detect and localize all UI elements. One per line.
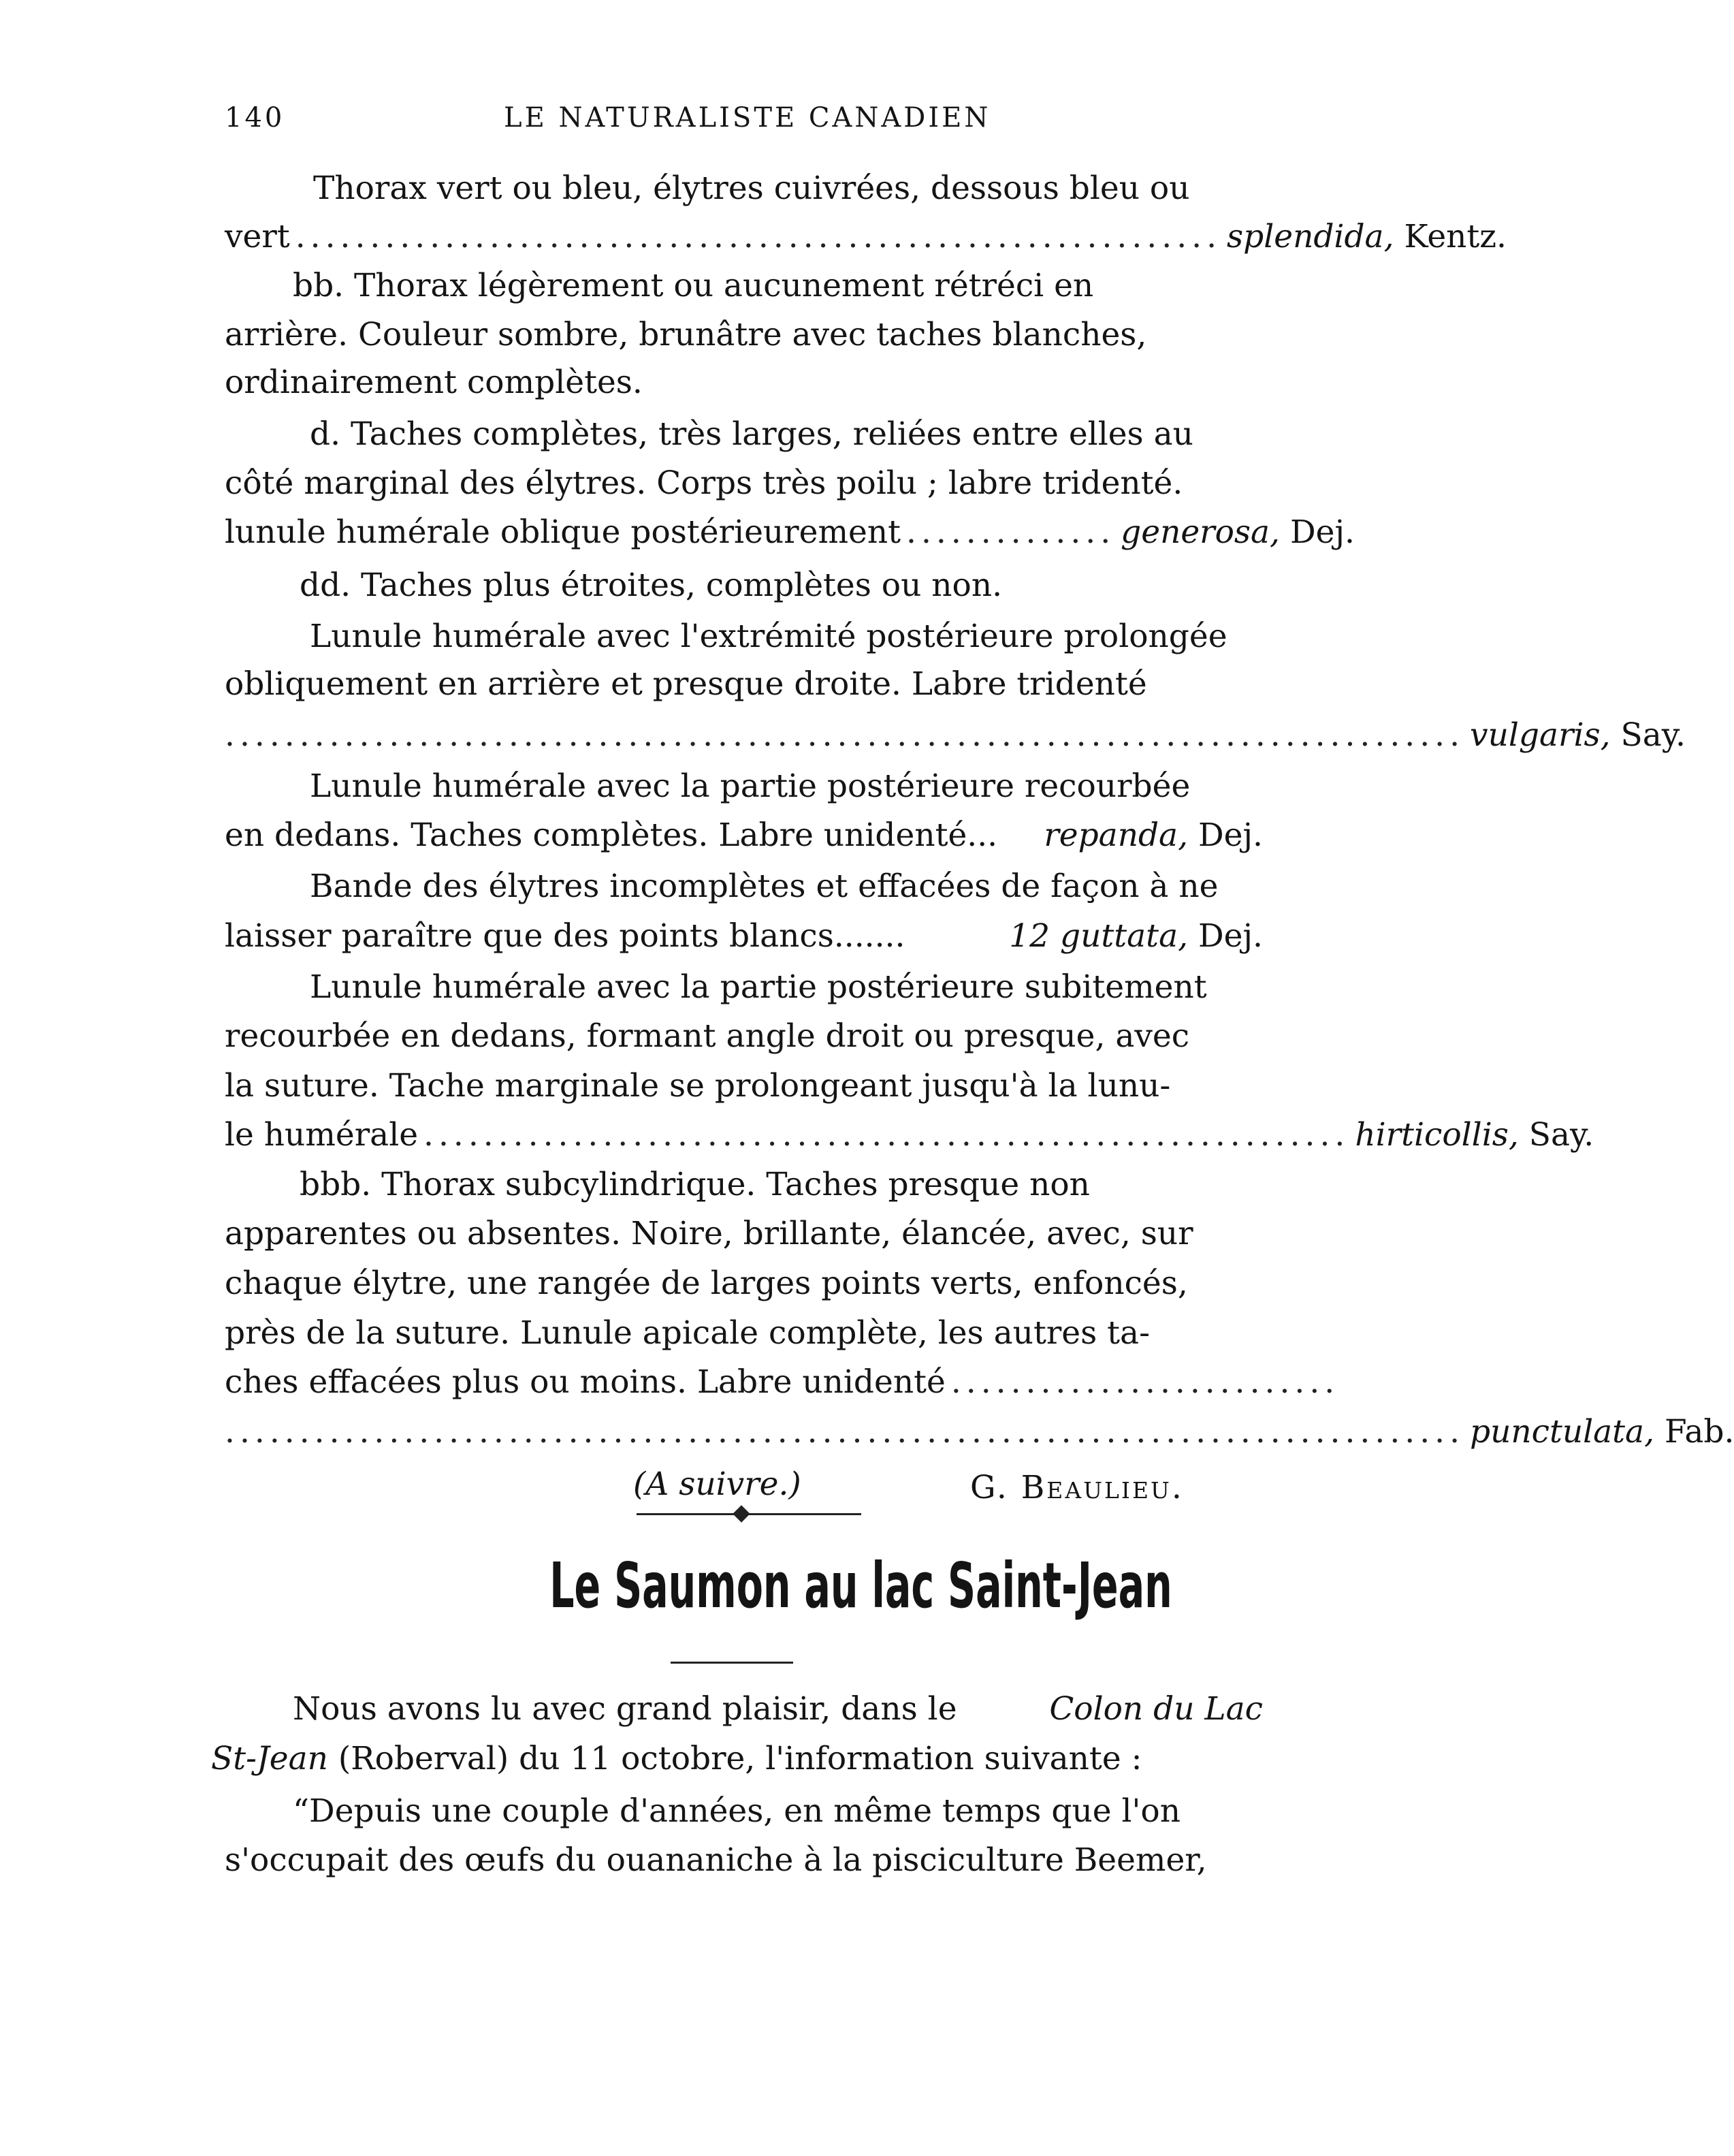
text: d. Taches complètes, très larges, reliées entre elles au bbox=[310, 415, 1193, 453]
text-line bbox=[293, 266, 1263, 308]
title-rule bbox=[671, 1662, 793, 1664]
text: chaque élytre, une rangée de larges points verts, enfoncés, bbox=[225, 1265, 1188, 1302]
running-title: LE NATURALISTE CANADIEN bbox=[504, 102, 991, 133]
text-line bbox=[310, 766, 1263, 808]
text: apparentes ou absentes. Noire, brillante, élancée, avec, sur bbox=[225, 1215, 1193, 1252]
text: obliquement en arrière et presque droite. Labre tridenté bbox=[225, 665, 1147, 703]
text: (Roberval) du 11 octobre, l'information suivante : bbox=[338, 1740, 1142, 1777]
text: Bande des élytres incomplètes et effacées de façon à ne bbox=[310, 868, 1219, 905]
key-line-splendida bbox=[225, 217, 1507, 259]
leader-dots: ................................................................................... bbox=[225, 1413, 1465, 1450]
ornament-diamond bbox=[733, 1505, 750, 1522]
newspaper-name: St-Jean bbox=[211, 1740, 328, 1777]
text: dd. Taches plus étroites, complètes ou non. bbox=[300, 567, 1003, 604]
key-line-repanda bbox=[225, 815, 1263, 857]
text-line bbox=[225, 1016, 1263, 1058]
text-line bbox=[310, 414, 1263, 456]
text: côté marginal des élytres. Corps très poilu ; labre tridenté. bbox=[225, 464, 1183, 502]
article-line bbox=[225, 1840, 1263, 1882]
leader-dots: ................................................................................... bbox=[225, 716, 1465, 754]
key-line-punctulata-b bbox=[225, 1412, 1734, 1454]
text: bbb. Thorax subcylindrique. Taches presque non bbox=[300, 1166, 1090, 1203]
text: bb. Thorax légèrement ou aucunement rétréci en bbox=[293, 267, 1094, 304]
article-line bbox=[293, 1791, 1263, 1833]
text: s'occupait des œufs du ouananiche à la pisciculture Beemer, bbox=[225, 1841, 1207, 1879]
text-line bbox=[225, 463, 1263, 505]
key-line-punctulata-a bbox=[225, 1362, 1340, 1404]
author: Dej. bbox=[1289, 513, 1355, 551]
leader-dots: .......................... bbox=[950, 1363, 1340, 1401]
article-line bbox=[211, 1739, 1142, 1781]
author: Dej. bbox=[1198, 817, 1263, 854]
text: “Depuis une couple d'années, en même temps que l'on bbox=[293, 1792, 1181, 1830]
text-line bbox=[313, 168, 1263, 210]
species-name: generosa, bbox=[1121, 513, 1281, 551]
text: vert bbox=[225, 218, 290, 255]
species-name: splendida, bbox=[1227, 218, 1394, 255]
page-number: 140 bbox=[225, 102, 285, 133]
text: laisser paraître que des points blancs....... bbox=[225, 917, 905, 955]
text-line bbox=[225, 664, 1263, 706]
text-line bbox=[310, 616, 1263, 659]
leader-dots: .............. bbox=[906, 513, 1116, 551]
text-line bbox=[225, 1214, 1263, 1256]
text-line bbox=[225, 1066, 1263, 1108]
text: la suture. Tache marginale se prolongeant jusqu'à la lunu- bbox=[225, 1067, 1171, 1105]
species-name: 12 guttata, bbox=[1009, 917, 1189, 955]
text-line bbox=[225, 1263, 1263, 1305]
author: Say. bbox=[1528, 1116, 1594, 1154]
key-line-generosa bbox=[225, 512, 1355, 554]
a-suivre bbox=[633, 1464, 801, 1506]
text: en dedans. Taches complètes. Labre unidenté... bbox=[225, 817, 998, 854]
leader-dots: .............................................................. bbox=[295, 218, 1222, 255]
text-line bbox=[225, 362, 643, 405]
author: Say. bbox=[1620, 716, 1686, 754]
text: G. Beaulieu. bbox=[970, 1469, 1184, 1506]
text-line bbox=[225, 315, 1263, 357]
text: près de la suture. Lunule apicale complète, les autres ta- bbox=[225, 1314, 1150, 1352]
text-line bbox=[310, 967, 1263, 1009]
leader-dots: .............................................................. bbox=[423, 1116, 1350, 1154]
text: arrière. Couleur sombre, brunâtre avec taches blanches, bbox=[225, 316, 1147, 353]
text: ches effacées plus ou moins. Labre unidenté bbox=[225, 1363, 946, 1401]
author: Dej. bbox=[1198, 917, 1263, 955]
text: lunule humérale oblique postérieurement bbox=[225, 513, 901, 551]
text-line bbox=[300, 1164, 1263, 1207]
text: Thorax vert ou bleu, élytres cuivrées, dessous bleu ou bbox=[313, 170, 1190, 207]
text: Lunule humérale avec l'extrémité postérieure prolongée bbox=[310, 618, 1227, 655]
page-header bbox=[225, 102, 1246, 143]
key-line-hirticollis bbox=[225, 1115, 1594, 1157]
text-line bbox=[310, 866, 1263, 908]
author: Kentz. bbox=[1404, 218, 1507, 255]
species-name: vulgaris, bbox=[1470, 716, 1611, 754]
species-name: repanda, bbox=[1044, 817, 1189, 854]
text: ordinairement complètes. bbox=[225, 364, 643, 401]
text-line bbox=[225, 1313, 1263, 1355]
key-line-vulgaris bbox=[225, 715, 1686, 757]
article-title: Le Saumon au lac Saint-Jean bbox=[549, 1549, 1172, 1622]
newspaper-name: Colon du Lac bbox=[1049, 1690, 1263, 1728]
text: (A suivre.) bbox=[633, 1465, 801, 1503]
article-line bbox=[293, 1689, 1263, 1731]
text: recourbée en dedans, formant angle droit ou presque, avec bbox=[225, 1017, 1190, 1055]
text: Lunule humérale avec la partie postérieure recourbée bbox=[310, 767, 1191, 805]
species-name: hirticollis, bbox=[1355, 1116, 1519, 1154]
species-name: punctulata, bbox=[1470, 1413, 1655, 1450]
text: Nous avons lu avec grand plaisir, dans le bbox=[293, 1690, 957, 1728]
author: Fab. bbox=[1664, 1413, 1734, 1450]
text: Lunule humérale avec la partie postérieure subitement bbox=[310, 968, 1207, 1006]
key-line-guttata bbox=[225, 916, 1263, 958]
text-line bbox=[300, 565, 1002, 607]
signature-author bbox=[970, 1468, 1184, 1510]
text: le humérale bbox=[225, 1116, 419, 1154]
